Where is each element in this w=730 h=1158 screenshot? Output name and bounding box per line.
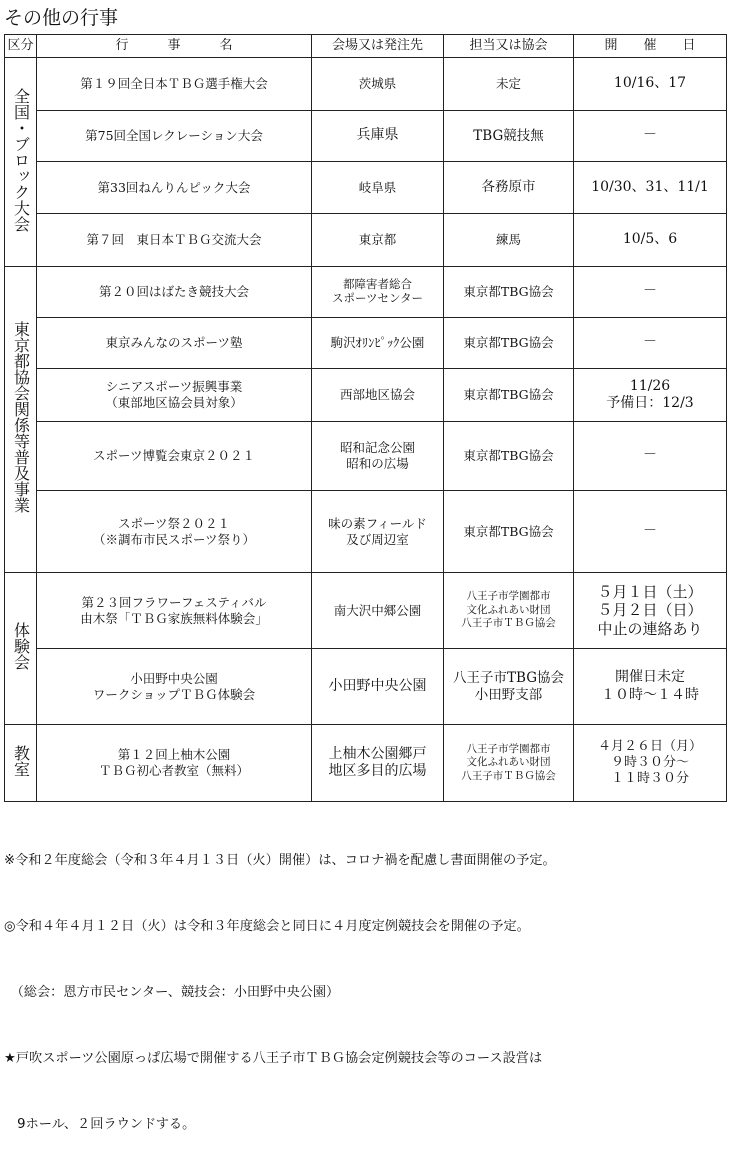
header-organizer: 担当又は協会 — [444, 35, 574, 58]
notes — [4, 806, 726, 1158]
event-name: 第33回ねんりんピック大会 — [37, 162, 312, 214]
organizer: 八王子市学園都市 文化ふれあい財団 八王子市ＴＢＧ協会 — [444, 573, 574, 649]
venue: 駒沢ｵﾘﾝﾋﾟｯｸ公園 — [312, 318, 444, 369]
event-name: スポーツ博覧会東京２０２１ — [37, 422, 312, 491]
note-line: ※令和２年度総会（令和３年４月１３日（火）開催）は、コロナ禍を配慮し書面開催の予定。 — [4, 853, 556, 868]
date: － — [574, 267, 727, 318]
table-row — [5, 491, 727, 573]
event-name: 第75回全国レクレーション大会 — [37, 111, 312, 162]
note-line: （総会：恩方市民センター、競技会：小田野中央公園） — [4, 985, 340, 1000]
category-national — [5, 58, 37, 267]
header-venue: 会場又は発注先 — [312, 35, 444, 58]
category-experience — [5, 573, 37, 725]
table-row — [5, 369, 727, 422]
table-row — [5, 111, 727, 162]
table-row — [5, 58, 727, 111]
date: 10/16、17 — [574, 58, 727, 111]
page-title: その他の行事 — [4, 7, 119, 29]
table-row — [5, 573, 727, 649]
table-row — [5, 725, 727, 802]
table-row — [5, 422, 727, 491]
organizer: 東京都TBG協会 — [444, 422, 574, 491]
organizer: 各務原市 — [444, 162, 574, 214]
organizer: 八王子市TBG協会 小田野支部 — [444, 649, 574, 725]
note-line: 9ホール、２回ラウンドする。 — [4, 1117, 196, 1132]
venue: 昭和記念公園 昭和の広場 — [312, 422, 444, 491]
venue: 上柚木公園郷戸 地区多目的広場 — [312, 725, 444, 802]
event-name: シニアスポーツ振興事業 （東部地区協会員対象） — [37, 369, 312, 422]
category-label: 全国・ブロック大会 — [11, 87, 31, 232]
date: － — [574, 111, 727, 162]
venue: 味の素フィールド 及び周辺室 — [312, 491, 444, 573]
date: 10/5、6 — [574, 214, 727, 267]
category-class — [5, 725, 37, 802]
venue: 南大沢中郷公園 — [312, 573, 444, 649]
event-name: 第７回 東日本ＴＢＧ交流大会 — [37, 214, 312, 267]
category-label: 東京都協会関係等普及事業 — [11, 321, 31, 513]
organizer: 東京都TBG協会 — [444, 491, 574, 573]
event-name: 小田野中央公園 ワークショップＴＢＧ体験会 — [37, 649, 312, 725]
note-line: ◎令和４年４月１２日（火）は令和３年度総会と同日に４月度定例競技会を開催の予定。 — [4, 919, 530, 934]
venue: 西部地区協会 — [312, 369, 444, 422]
header-category: 区分 — [5, 35, 37, 58]
header-row — [5, 35, 727, 58]
event-name: 第１９回全日本ＴＢＧ選手権大会 — [37, 58, 312, 111]
event-name: 第２３回フラワーフェスティバル 由木祭「ＴＢＧ家族無料体験会」 — [37, 573, 312, 649]
organizer: TBG競技無 — [444, 111, 574, 162]
venue: 兵庫県 — [312, 111, 444, 162]
event-name: 第１２回上柚木公園 ＴＢＧ初心者教室（無料） — [37, 725, 312, 802]
venue: 小田野中央公園 — [312, 649, 444, 725]
date: － — [574, 318, 727, 369]
category-label: 教室 — [11, 744, 31, 777]
venue: 都障害者総合 スポーツセンター — [312, 267, 444, 318]
table-row — [5, 162, 727, 214]
note-line: ★戸吹スポーツ公園原っぱ広場で開催する八王子市ＴＢＧ協会定例競技会等のコース設営は — [4, 1051, 543, 1066]
event-name: 第２０回はばたき競技大会 — [37, 267, 312, 318]
organizer: 東京都TBG協会 — [444, 267, 574, 318]
venue: 東京都 — [312, 214, 444, 267]
event-name: 東京みんなのスポーツ塾 — [37, 318, 312, 369]
table-row — [5, 318, 727, 369]
organizer: 八王子市学園都市 文化ふれあい財団 八王子市ＴＢＧ協会 — [444, 725, 574, 802]
events-table — [4, 34, 727, 802]
header-date: 開 催 日 — [574, 35, 727, 58]
venue: 岐阜県 — [312, 162, 444, 214]
header-event: 行 事 名 — [37, 35, 312, 58]
table-row — [5, 649, 727, 725]
category-label: 体験会 — [11, 622, 31, 670]
venue: 茨城県 — [312, 58, 444, 111]
organizer: 東京都TBG協会 — [444, 369, 574, 422]
event-name: スポーツ祭２０２１ （※調布市民スポーツ祭り） — [37, 491, 312, 573]
organizer: 未定 — [444, 58, 574, 111]
date: 11/26 予備日：12/3 — [574, 369, 727, 422]
date: ５月１日（土） ５月２日（日） 中止の連絡あり — [574, 573, 727, 649]
date: ４月２６日（月） ９時３０分～ １１時３０分 — [574, 725, 727, 802]
organizer: 練馬 — [444, 214, 574, 267]
date: － — [574, 491, 727, 573]
category-tokyo — [5, 267, 37, 573]
table-row — [5, 267, 727, 318]
date: 10/30、31、11/1 — [574, 162, 727, 214]
date: 開催日未定 １０時～１４時 — [574, 649, 727, 725]
table-row — [5, 214, 727, 267]
organizer: 東京都TBG協会 — [444, 318, 574, 369]
date: － — [574, 422, 727, 491]
